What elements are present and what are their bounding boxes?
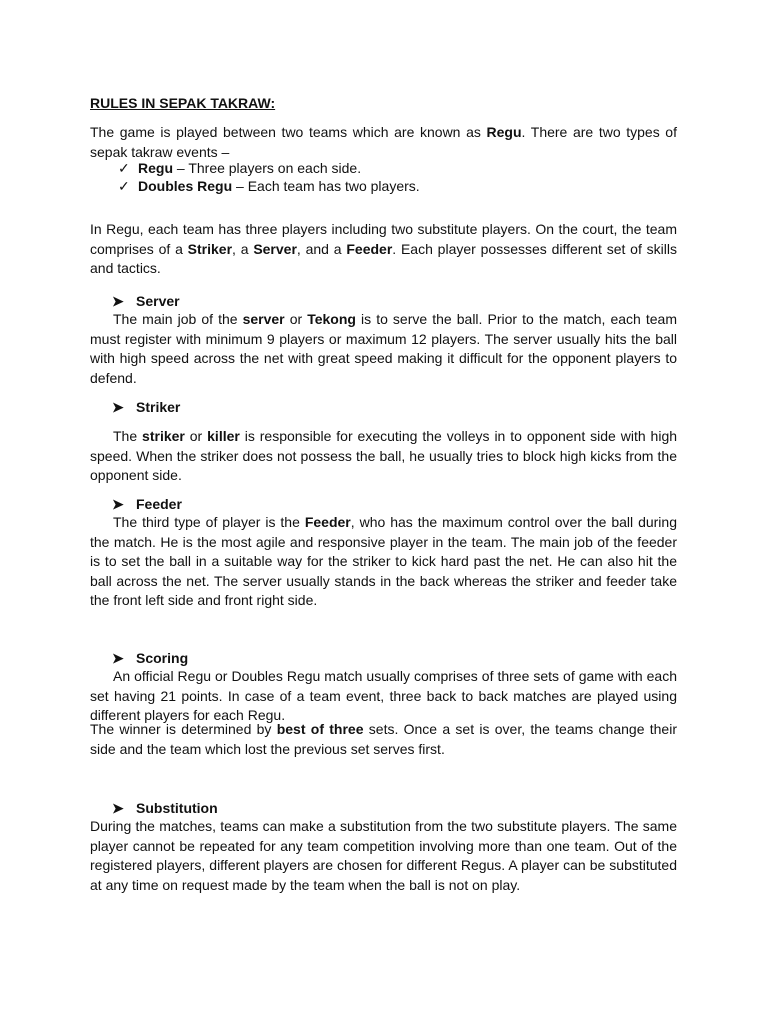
scoring-heading: ➤ Scoring [112, 649, 188, 669]
scoring-winner-paragraph: The winner is determined by best of three sets. Once a set is over, the teams change their side and the team which lost the previous set serves first. [90, 721, 677, 757]
arrow-bullet-icon: ➤ [112, 650, 124, 666]
scoring-paragraph: An official Regu or Doubles Regu match usually comprises of three sets of game with each set having 21 points. In case of a team event, three back to back matches are played using different players for each Regu. [90, 668, 677, 723]
feeder-paragraph: The third type of player is the Feeder, who has the maximum control over the ball during the match. He is the most agile and responsive player in the team. The main job of the feeder is to set the ball in a suitable way for the striker to kick hard past the net. He can also hit the ball across the net. The server usually stands in the back whereas the striker and feeder take the front left side and front right side. [90, 514, 677, 608]
intro-paragraph: The game is played between two teams which are known as Regu. There are two types of sepak takraw events – [90, 124, 677, 160]
substitution-heading: ➤ Substitution [112, 799, 218, 819]
checkmark-icon: ✓ [118, 178, 130, 194]
arrow-bullet-icon: ➤ [112, 496, 124, 512]
substitution-paragraph: During the matches, teams can make a substitution from the two substitute players. The same player cannot be repeated for any team competition involving more than one team. Out of the registered players, different players are chosen for different Regus. A player can be substituted at any time on request made by the team when the ball is not on play. [90, 818, 677, 893]
feeder-heading: ➤ Feeder [112, 495, 182, 515]
event-item-regu: ✓ Regu – Three players on each side. [118, 159, 361, 179]
checkmark-icon: ✓ [118, 160, 130, 176]
event-item-doubles-regu: ✓ Doubles Regu – Each team has two players. [118, 177, 420, 197]
arrow-bullet-icon: ➤ [112, 399, 124, 415]
regu-paragraph: In Regu, each team has three players including two substitute players. On the court, the team comprises of a Striker, a Server, and a Feeder. Each player possesses different set of skills and tactics. [90, 221, 677, 276]
arrow-bullet-icon: ➤ [112, 293, 124, 309]
server-heading: ➤ Server [112, 292, 180, 312]
page-title: RULES IN SEPAK TAKRAW: [90, 95, 276, 111]
arrow-bullet-icon: ➤ [112, 800, 124, 816]
server-paragraph: The main job of the server or Tekong is to serve the ball. Prior to the match, each team must register with minimum 9 players or maximum 12 players. The server usually hits the ball with high speed across the net with great speed making it difficult for the opponent players to defend. [90, 311, 677, 386]
striker-heading: ➤ Striker [112, 398, 180, 418]
striker-paragraph: The striker or killer is responsible for executing the volleys in to opponent side with high speed. When the striker does not possess the ball, he usually tries to block high kicks from the opponent side. [90, 428, 678, 483]
